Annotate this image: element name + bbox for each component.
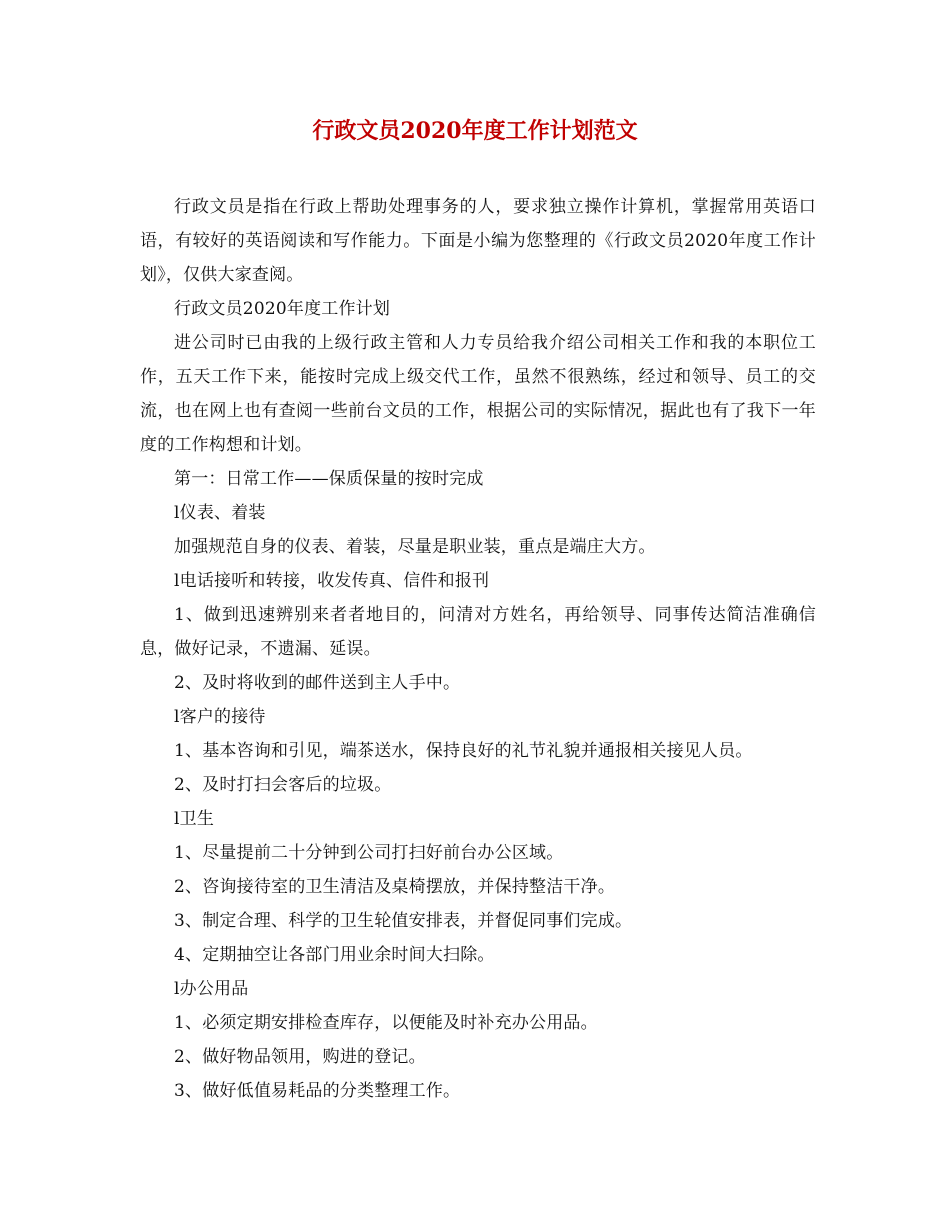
paragraph-subtitle: 行政文员2020年度工作计划: [174, 299, 391, 319]
paragraph-supplies-2: 2、做好物品领用，购进的登记。: [174, 1047, 426, 1067]
paragraph-hygiene-1: 1、尽量提前二十分钟到公司打扫好前台办公区域。: [174, 843, 564, 863]
paragraph-appearance: 加强规范自身的仪表、着装，尽量是职业装，重点是端庄大方。: [174, 537, 656, 557]
item-heading-hygiene: l卫生: [174, 809, 215, 829]
paragraph-phone-2: 2、及时将收到的邮件送到主人手中。: [174, 673, 461, 693]
paragraph-hygiene-2: 2、咨询接待室的卫生清洁及桌椅摆放，并保持整洁干净。: [174, 877, 616, 897]
paragraph-phone-1: 1、做到迅速辨别来者者地目的，问清对方姓名，再给领导、同事传达简洁准确信息，做好记录，不遗漏、延误。: [140, 605, 816, 659]
paragraph-intro: 行政文员是指在行政上帮助处理事务的人，要求独立操作计算机，掌握常用英语口语，有较好的英语阅读和写作能力。下面是小编为您整理的《行政文员2020年度工作计划》，仅供大家查阅。: [140, 197, 816, 285]
item-heading-appearance: l仪表、着装: [174, 503, 266, 523]
paragraph-supplies-3: 3、做好低值易耗品的分类整理工作。: [174, 1081, 461, 1101]
paragraph-supplies-1: 1、必须定期安排检查库存，以便能及时补充办公用品。: [174, 1013, 598, 1033]
item-heading-reception: l客户的接待: [174, 707, 266, 727]
item-heading-office-supplies: l办公用品: [174, 979, 249, 999]
paragraph-reception-2: 2、及时打扫会客后的垃圾。: [174, 775, 392, 795]
paragraph-hygiene-4: 4、定期抽空让各部门用业余时间大扫除。: [174, 945, 495, 965]
item-heading-phone-mail: l电话接听和转接，收发传真、信件和报刊: [174, 571, 490, 591]
paragraph-hygiene-3: 3、制定合理、科学的卫生轮值安排表，并督促同事们完成。: [174, 911, 633, 931]
document-title: 行政文员2020年度工作计划范文: [312, 118, 638, 144]
section-heading-daily-work: 第一：日常工作——保质保量的按时完成: [174, 469, 484, 489]
paragraph-background: 进公司时已由我的上级行政主管和人力专员给我介绍公司相关工作和我的本职位工作，五天工作下来，能按时完成上级交代工作，虽然不很熟练，经过和领导、员工的交流，也在网上也有查阅一些前台文员的工作，根据公司的实际情况，据此也有了我下一年度的工作构想和计划。: [140, 333, 816, 455]
document-body: [140, 190, 816, 1108]
paragraph-reception-1: 1、基本咨询和引见，端茶送水，保持良好的礼节礼貌并通报相关接见人员。: [174, 741, 753, 761]
